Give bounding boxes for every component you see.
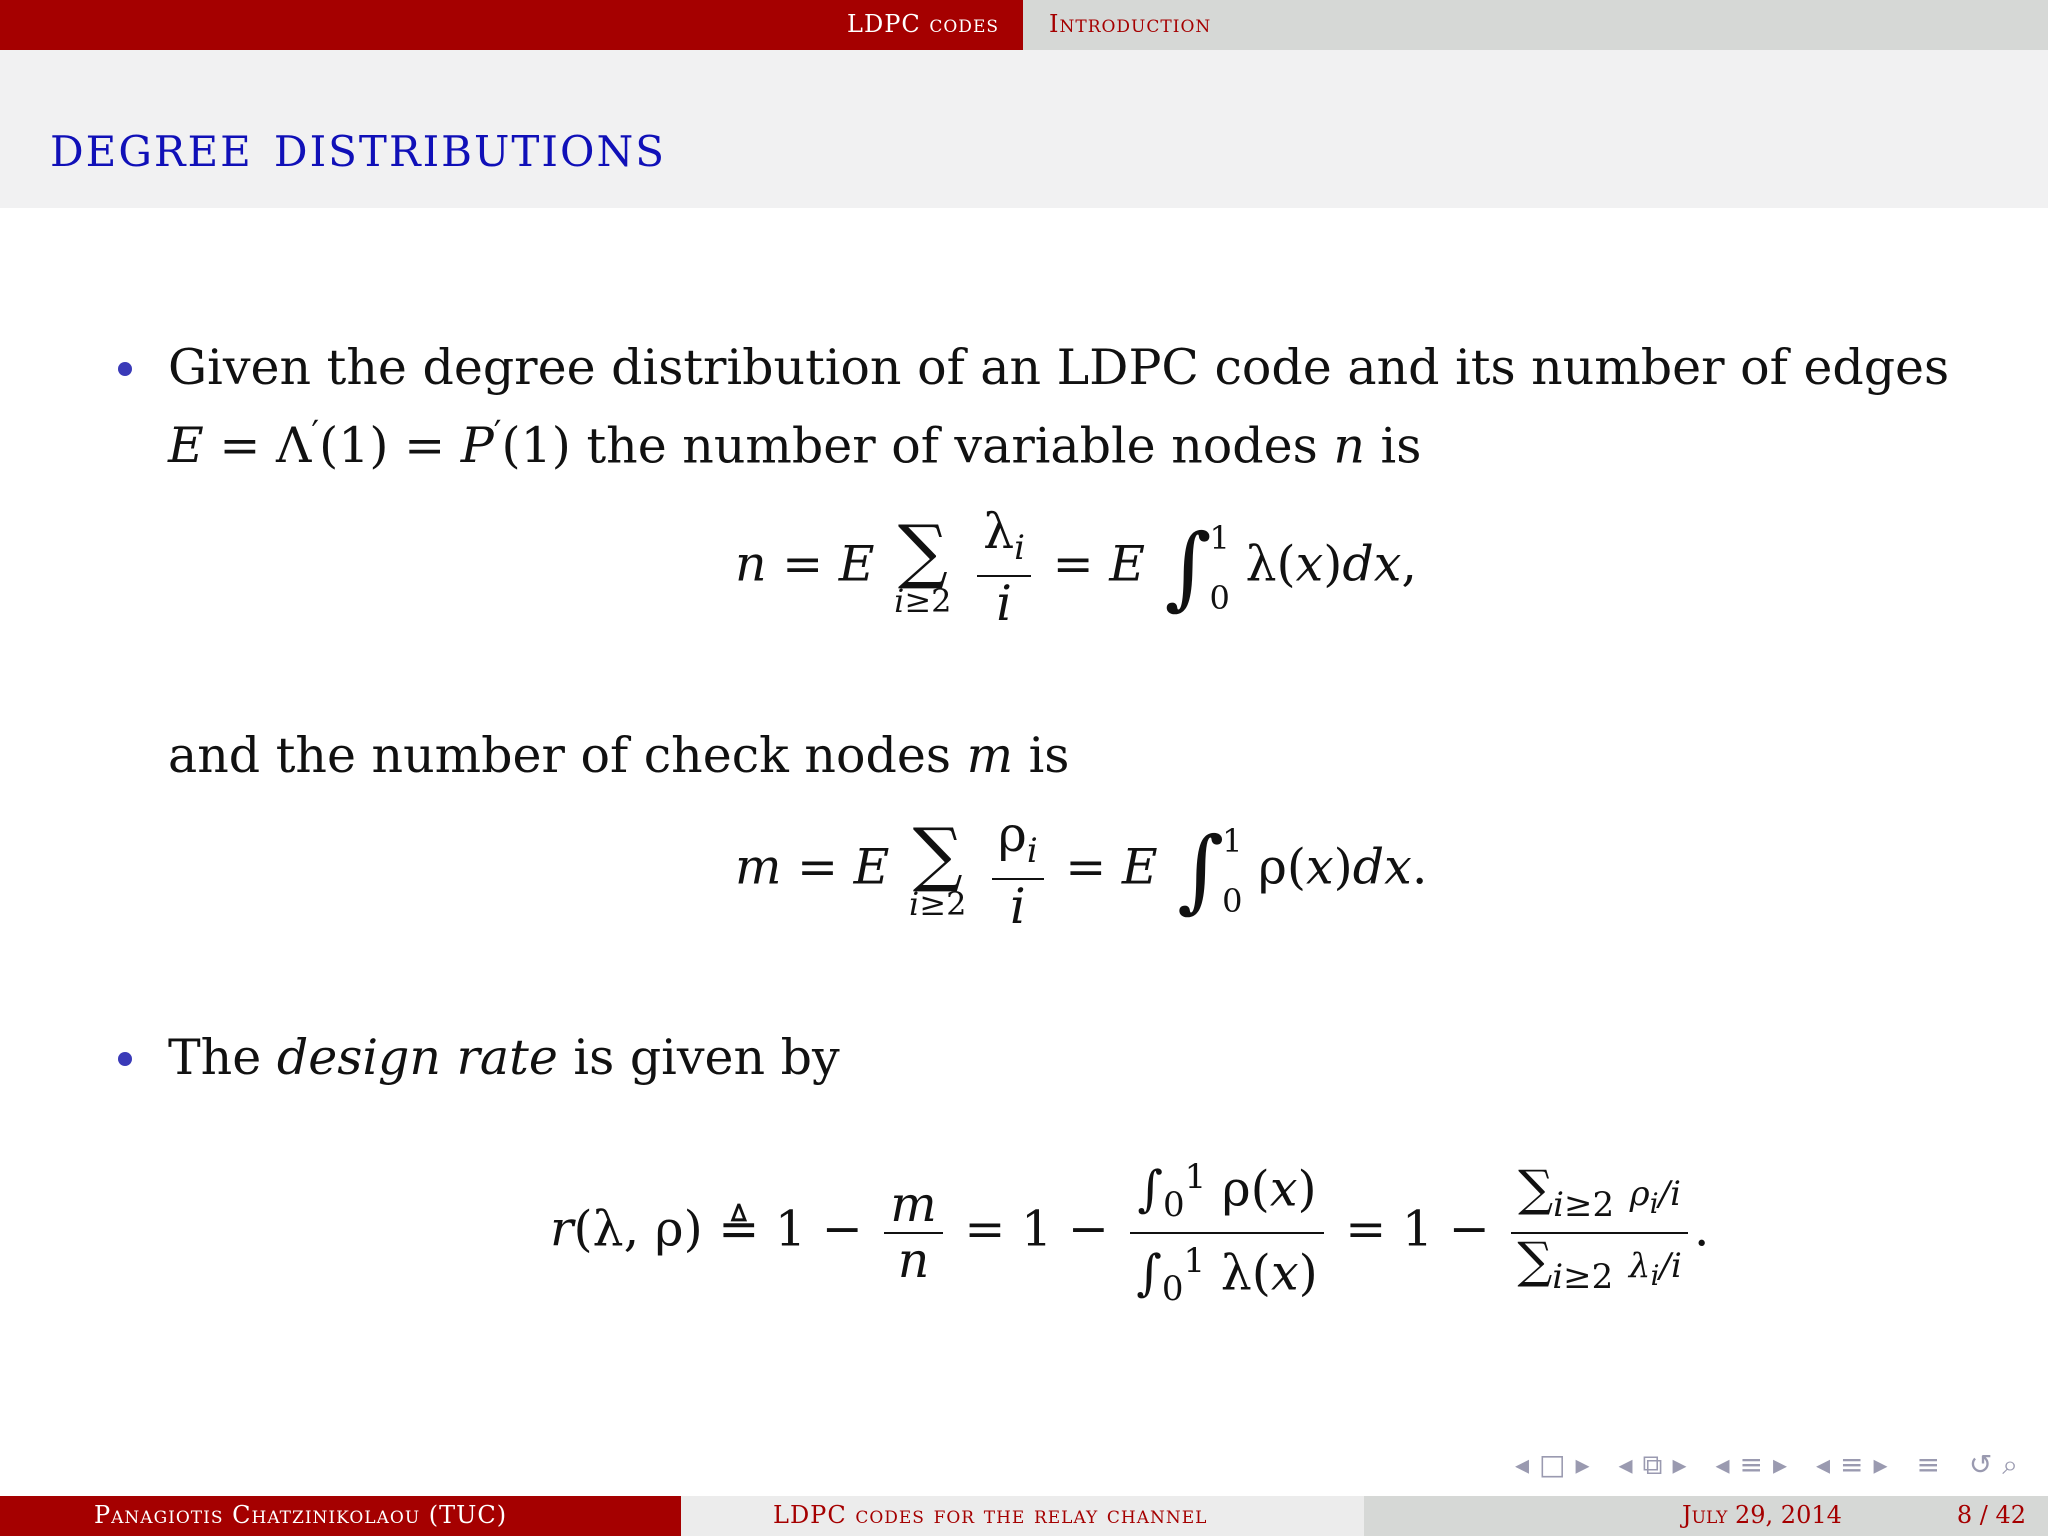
bullet-2-post: is given by	[573, 1029, 840, 1086]
edges-equation: E = Λ′(1) = P′(1)	[168, 414, 571, 475]
check-nodes-text: and the number of check nodes	[168, 727, 951, 784]
bullet-marker	[118, 362, 132, 376]
footer-title-cell	[681, 1496, 1364, 1536]
bullet-2-pre: The	[168, 1029, 262, 1086]
header-section-cell[interactable]	[0, 0, 1023, 50]
navigation-symbols	[1515, 1448, 2028, 1482]
frame-title-bar	[0, 50, 2048, 208]
bullet-1-line-1: Given the degree distribution of an LDPC code and its number of edges	[168, 339, 1950, 396]
check-nodes-end: is	[1028, 727, 1070, 784]
footer-date-cell	[1364, 1496, 2048, 1536]
header-subsection[interactable]: Introduction	[1049, 10, 1212, 38]
bullet-1-line-2-text: the number of variable nodes	[586, 417, 1318, 475]
nav-subsection-icon[interactable]: ◂≡▸	[1815, 1448, 1898, 1481]
bullet-2-line	[168, 1028, 840, 1088]
bullet-1-line-2-end: is	[1380, 417, 1422, 475]
frame-title: degree distributions	[50, 111, 666, 181]
header-bar	[0, 0, 2048, 50]
nav-frame-icon[interactable]: □	[1539, 1448, 1576, 1481]
var-n: n	[1333, 417, 1365, 475]
check-nodes-line	[168, 726, 1069, 786]
equation-design-rate: r(λ, ρ) ≜ 1 − $\frac{m}{n}$ = 1 − $\frac{\int_0^1 \rho(x)}{\int_0^1 \lambda(x)}$ = 1 − $\frac{\sum_{i\ge 2} \rho_i/i}{\sum_{i\ge 2} \lambda_i/i}$ .	[550, 1150, 1709, 1316]
var-m: m	[966, 727, 1014, 784]
footer-page-number: 8 / 42	[1956, 1501, 2026, 1529]
nav-section-icon[interactable]: ◂⧉▸	[1618, 1448, 1697, 1481]
nav-align-icon[interactable]: ≡	[1916, 1448, 1950, 1481]
footer-author: Panagiotis Chatzinikolaou (TUC)	[94, 1501, 508, 1529]
nav-subsection-icon[interactable]: ◂≡▸	[1715, 1448, 1798, 1481]
equation-n: n = E ∑ i≥2 $\frac{\lambda_i}{i}$ = E ∫ 1 0 λ(x)dx,	[735, 503, 1417, 632]
bullet-1-line-2	[168, 404, 1421, 476]
header-section[interactable]: LDPC codes	[847, 10, 999, 38]
footer-talk-title: LDPC codes for the relay channel	[773, 1501, 1208, 1529]
header-subsection-cell[interactable]	[1023, 0, 2048, 50]
bullet-marker	[118, 1052, 132, 1066]
nav-search-icon[interactable]: ↺⌕	[1968, 1448, 2028, 1481]
footer-bar	[0, 1496, 2048, 1536]
footer-author-cell	[0, 1496, 681, 1536]
nav-frame-prev-icon[interactable]: ◂	[1514, 1448, 1540, 1481]
equation-m: m = E ∑ i≥2 $\frac{\rho_i}{i}$ = E ∫ 1 0 ρ(x)dx.	[735, 806, 1428, 935]
footer-date: July 29, 2014	[1682, 1501, 1842, 1529]
nav-frame-next-icon[interactable]: ▸	[1575, 1448, 1600, 1481]
bullet-2-emphasis: design rate	[276, 1029, 558, 1086]
